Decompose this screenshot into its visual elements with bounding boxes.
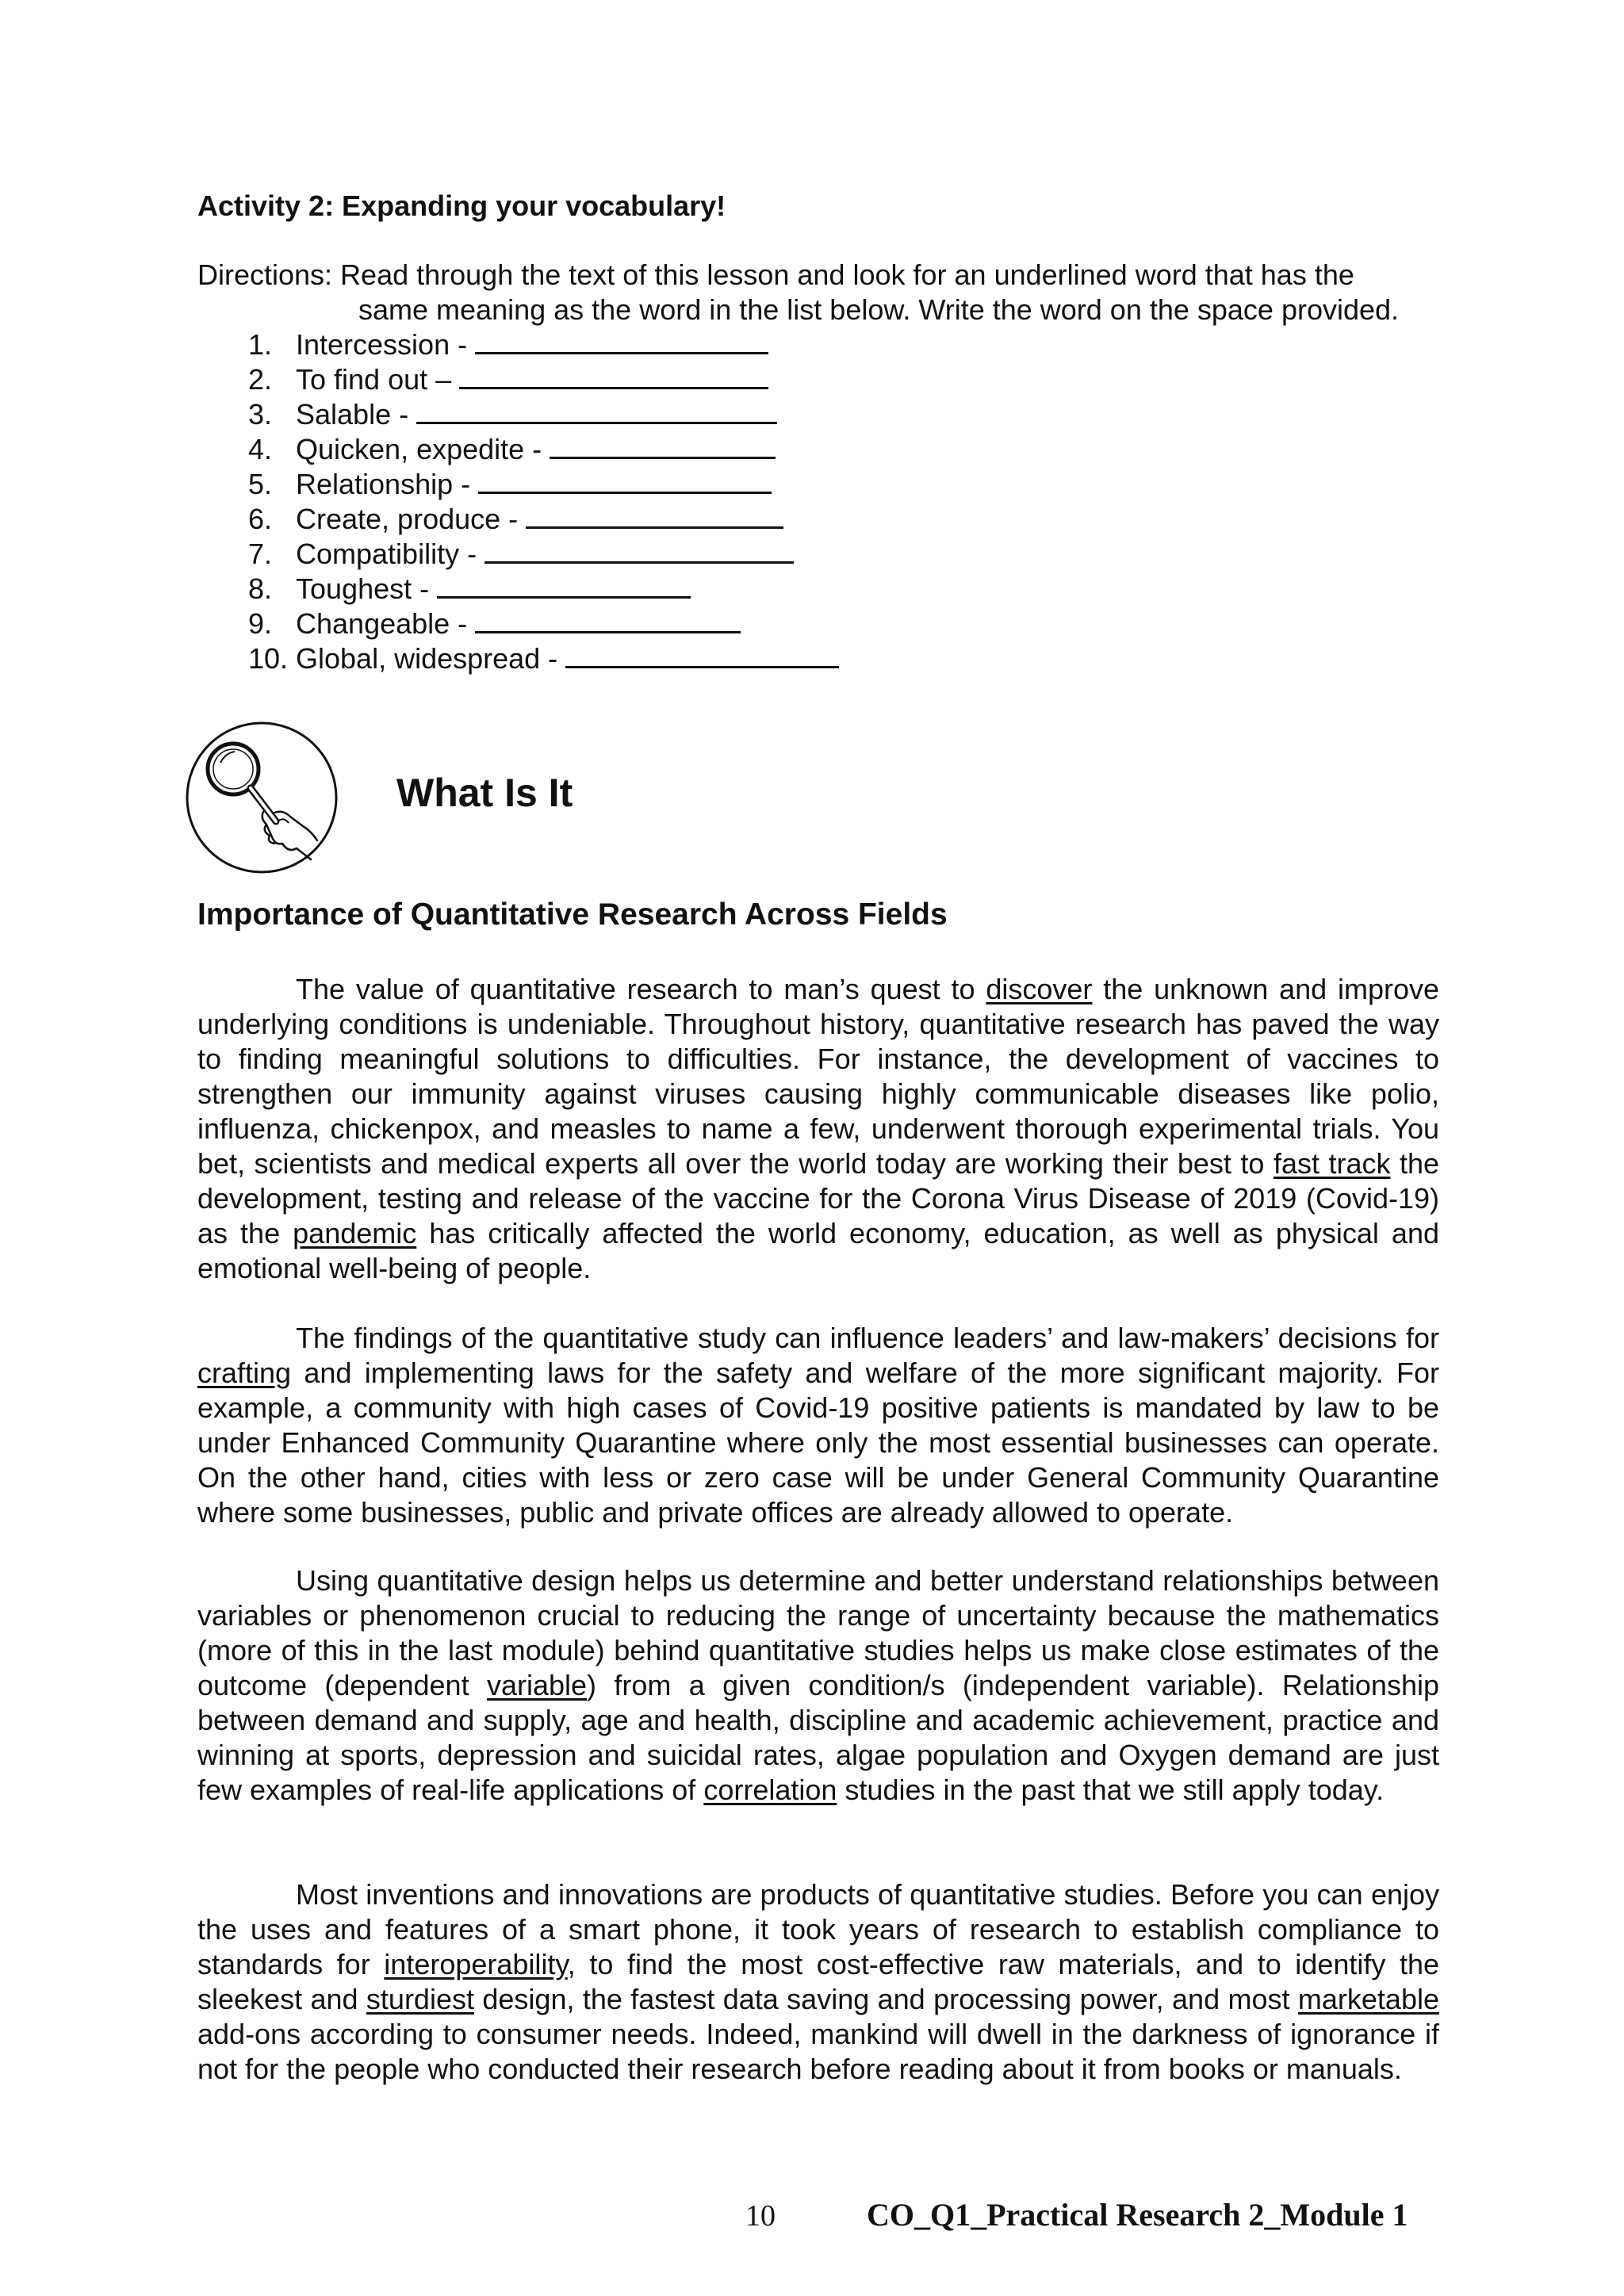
vocab-word: Relationship - xyxy=(296,468,471,500)
activity-title: Activity 2: Expanding your vocabulary! xyxy=(197,189,726,222)
section-heading: What Is It xyxy=(396,771,573,815)
underlined-word: crafting xyxy=(197,1357,292,1389)
underlined-word: variable xyxy=(486,1669,588,1701)
magnifying-glass-hand-icon xyxy=(184,720,339,875)
vocab-word: Compatibility - xyxy=(296,538,477,570)
vocab-item xyxy=(197,362,839,397)
underlined-word: correlation xyxy=(703,1774,837,1806)
paragraph-text: Using quantitative design helps us determine and better understand relationships between variables or phenomenon crucial to reducing the range of uncertainty because the mathematics (more of this in the last module) behind quantitative studies helps us make close estimates of the outcome (dependent xyxy=(197,1564,1439,1701)
module-label: CO_Q1_Practical Research 2_Module 1 xyxy=(867,2197,1408,2233)
vocab-number: 8. xyxy=(248,572,273,605)
vocab-word: To find out – xyxy=(296,363,452,396)
answer-blank[interactable] xyxy=(437,574,691,599)
paragraph-1 xyxy=(197,972,1439,1286)
answer-blank[interactable] xyxy=(565,644,839,668)
paragraph-text: Most inventions and innovations are products of quantitative studies. Before you can enjoy the uses and features of a smart phone, it took years of research to establish compliance to standards for xyxy=(197,1878,1439,1980)
vocab-item xyxy=(197,537,839,572)
underlined-word: interoperability xyxy=(384,1948,568,1980)
paragraph-3 xyxy=(197,1563,1439,1808)
paragraph-2 xyxy=(197,1321,1439,1530)
answer-blank[interactable] xyxy=(416,400,777,424)
vocab-word: Quicken, expedite - xyxy=(296,433,542,465)
vocab-word: Create, produce - xyxy=(296,503,519,535)
vocab-list xyxy=(197,327,839,676)
vocab-number: 9. xyxy=(248,607,273,640)
answer-blank[interactable] xyxy=(478,469,772,494)
section-title: Importance of Quantitative Research Across Fields xyxy=(197,897,948,932)
vocab-word: Global, widespread - xyxy=(296,642,558,675)
underlined-word: discover xyxy=(986,973,1093,1005)
vocab-item xyxy=(197,502,839,537)
paragraph-text: has critically affected the world economy, education, as well as physical and emotional well-being of people. xyxy=(197,1217,1439,1284)
answer-blank[interactable] xyxy=(475,330,768,354)
vocab-word: Salable - xyxy=(296,398,409,430)
vocab-number: 10. xyxy=(248,642,289,675)
paragraph-text: design, the fastest data saving and processing power, and most xyxy=(473,1983,1298,2015)
answer-blank[interactable] xyxy=(550,434,776,459)
vocab-item xyxy=(197,641,839,676)
vocab-item xyxy=(197,432,839,467)
vocab-word: Toughest - xyxy=(296,572,430,605)
paragraph-text: studies in the past that we still apply today. xyxy=(837,1774,1385,1806)
underlined-word: marketable xyxy=(1297,1983,1439,2015)
underlined-word: sturdiest xyxy=(366,1983,474,2015)
directions-line-2: same meaning as the word in the list below. Write the word on the space provided. xyxy=(358,293,1400,326)
underlined-word: pandemic xyxy=(293,1217,417,1249)
vocab-word: Intercession - xyxy=(296,328,468,361)
vocab-number: 1. xyxy=(248,328,273,361)
vocab-item xyxy=(197,397,839,432)
vocab-number: 5. xyxy=(248,468,273,500)
paragraph-text: The findings of the quantitative study can influence leaders’ and law-makers’ decisions for xyxy=(296,1322,1439,1354)
directions xyxy=(197,258,1442,327)
vocab-word: Changeable - xyxy=(296,607,468,640)
answer-blank[interactable] xyxy=(459,365,768,389)
paragraph-text: add-ons according to consumer needs. Indeed, mankind will dwell in the darkness of ignorance if not for the people who conducted their research before reading about it from books or manuals. xyxy=(197,2018,1439,2085)
vocab-number: 3. xyxy=(248,398,273,430)
directions-line-1: Directions: Read through the text of this lesson and look for an underlined word that has the xyxy=(197,258,1354,291)
paragraph-text: , to find the most cost-effective raw materials, and to identify the sleekest and xyxy=(197,1948,1439,2015)
paragraph-text: and implementing laws for the safety and welfare of the more significant majority. For example, a community with high cases of Covid-19 positive patients is mandated by law to be under Enhanced Community Quarantine where only the most essential businesses can operate. On the other hand, cities with less or zero case will be under General Community Quarantine where some businesses, public and private offices are already allowed to operate. xyxy=(197,1357,1439,1529)
vocab-number: 7. xyxy=(248,538,273,570)
vocab-item xyxy=(197,467,839,502)
vocab-number: 6. xyxy=(248,503,273,535)
page-number: 10 xyxy=(745,2199,776,2233)
paragraph-text: ) from a given condition/s (independent variable). Relationship between demand and supply, age and health, discipline and academic achievement, practice and winning at sports, depression and suicidal rates, algae population and Oxygen demand are just few examples of real-life applications of xyxy=(197,1669,1439,1806)
paragraph-text: the unknown and improve underlying conditions is undeniable. Throughout history, quantitative research has paved the way to finding meaningful solutions to difficulties. For instance, the development of vaccines to strengthen our immunity against viruses causing highly communicable diseases like polio, influenza, chickenpox, and measles to name a few, underwent thorough experimental trials. You bet, scientists and medical experts all over the world today are working their best to xyxy=(197,973,1440,1180)
vocab-number: 2. xyxy=(248,363,273,396)
answer-blank[interactable] xyxy=(526,504,783,529)
answer-blank[interactable] xyxy=(485,539,794,564)
paragraph-text: The value of quantitative research to man’s quest to xyxy=(296,973,986,1005)
paragraph-4 xyxy=(197,1877,1439,2087)
vocab-item xyxy=(197,607,839,641)
paragraph-text: the development, testing and release of the vaccine for the Corona Virus Disease of 2019 (Covid-19) as the xyxy=(197,1147,1440,1249)
vocab-item xyxy=(197,572,839,607)
vocab-item xyxy=(197,327,839,362)
vocab-number: 4. xyxy=(248,433,273,465)
underlined-word: fast track xyxy=(1273,1147,1391,1180)
answer-blank[interactable] xyxy=(475,609,741,633)
